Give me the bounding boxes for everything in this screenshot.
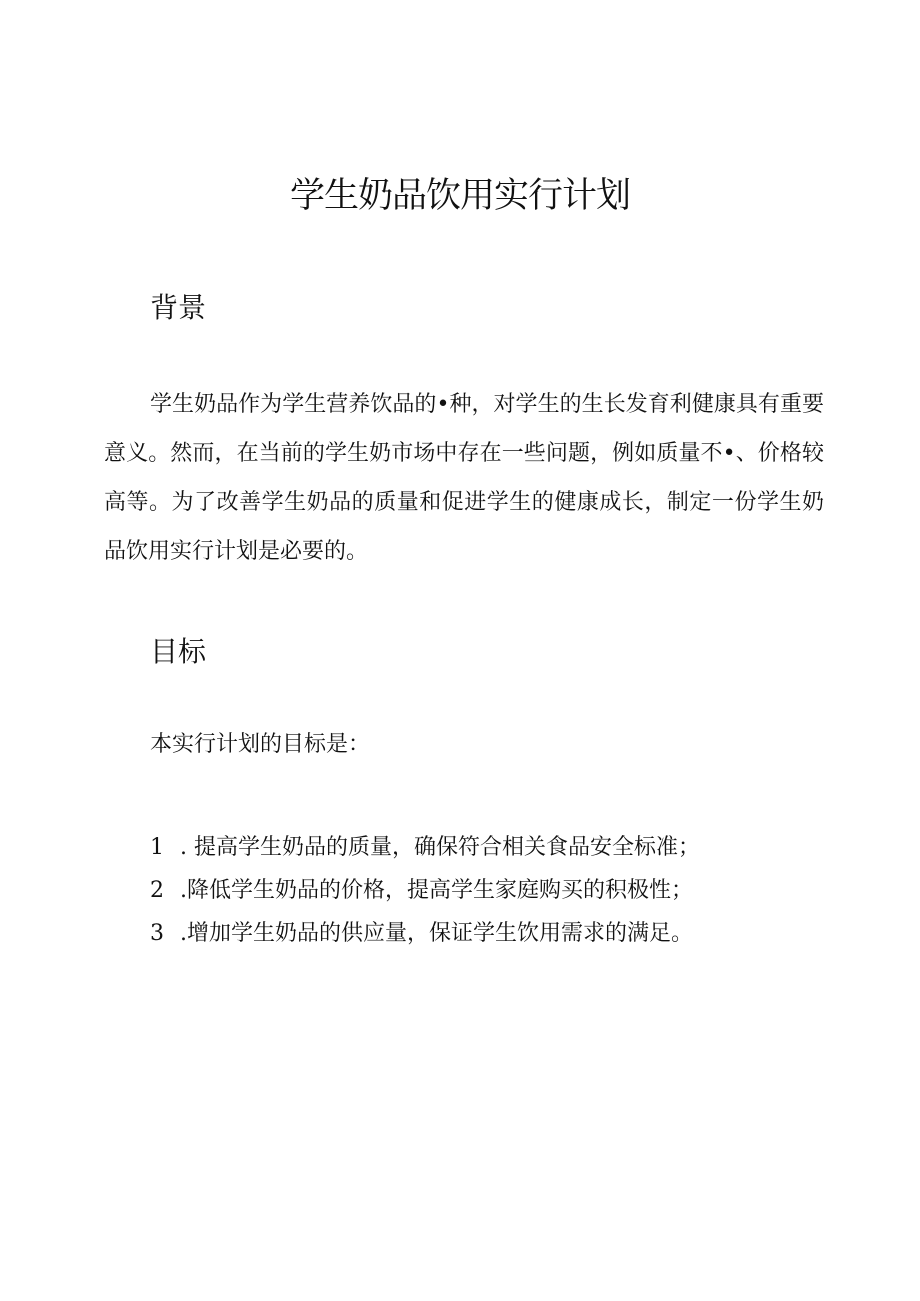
item-text: .增加学生奶品的供应量，保证学生饮用需求的满足。 [180, 921, 693, 946]
item-text: . 提高学生奶品的质量，确保符合相关食品安全标准； [180, 835, 700, 860]
goals-intro: 本实行计划的目标是： [150, 732, 371, 757]
document-title: 学生奶品饮用实行计划 [289, 176, 630, 216]
list-item [150, 869, 700, 912]
item-number: 3 [150, 921, 164, 946]
section-heading-background: 背景 [150, 291, 207, 324]
item-text: .降低学生奶品的价格，提高学生家庭购买的积极性； [180, 878, 693, 903]
list-item [150, 826, 700, 869]
background-paragraph: 学生奶品作为学生营养饮品的•种，对学生的生长发育利健康具有重要意义。然而，在当前的学生奶市场中存在一些问题，例如质量不•、价格较高等。为了改善学生奶品的质量和促进学生的健康成长，制定一份学生奶品饮用实行计划是必要的。 [104, 392, 824, 564]
goals-list [150, 826, 700, 955]
list-item [150, 912, 700, 955]
section-heading-goals: 目标 [150, 635, 207, 668]
item-number: 2 [150, 878, 164, 903]
item-number: 1 [150, 835, 164, 860]
